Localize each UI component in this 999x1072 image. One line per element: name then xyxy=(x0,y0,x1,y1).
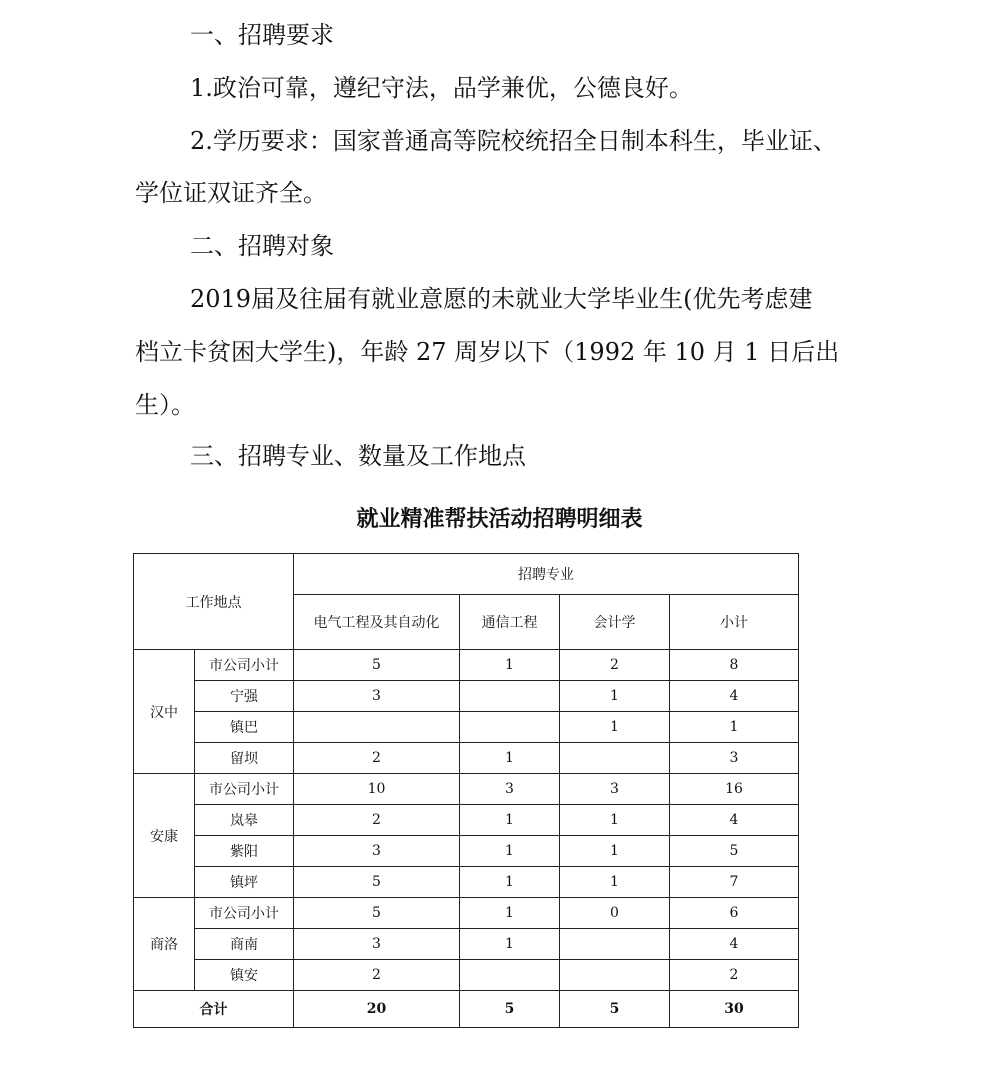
location-name-cell: 留坝 xyxy=(195,743,294,774)
location-name-cell: 市公司小计 xyxy=(195,898,294,929)
value-cell: 3 xyxy=(560,774,670,805)
section-heading-majors: 三、招聘专业、数量及工作地点 xyxy=(190,442,526,470)
location-name-cell: 商南 xyxy=(195,929,294,960)
value-cell: 1 xyxy=(560,681,670,712)
value-cell: 1 xyxy=(560,867,670,898)
table-row xyxy=(134,650,799,681)
table-header-row xyxy=(134,554,799,595)
table-row xyxy=(134,805,799,836)
value-cell: 2 xyxy=(670,960,799,991)
value-cell: 5 xyxy=(294,650,460,681)
requirement-item-2: 2.学历要求：国家普通高等院校统招全日制本科生，毕业证、 xyxy=(190,127,837,155)
value-cell: 1 xyxy=(560,836,670,867)
table-row xyxy=(134,867,799,898)
value-cell: 3 xyxy=(460,774,560,805)
value-cell: 1 xyxy=(670,712,799,743)
value-cell xyxy=(560,743,670,774)
location-name-cell: 宁强 xyxy=(195,681,294,712)
value-cell xyxy=(560,960,670,991)
header-major: 招聘专业 xyxy=(294,554,799,595)
table-row xyxy=(134,712,799,743)
value-cell xyxy=(460,681,560,712)
location-name-cell: 紫阳 xyxy=(195,836,294,867)
value-cell: 7 xyxy=(670,867,799,898)
value-cell: 8 xyxy=(670,650,799,681)
location-name-cell: 市公司小计 xyxy=(195,650,294,681)
value-cell xyxy=(560,929,670,960)
total-value-cell: 20 xyxy=(294,991,460,1028)
table-row xyxy=(134,929,799,960)
value-cell: 1 xyxy=(460,929,560,960)
value-cell: 0 xyxy=(560,898,670,929)
value-cell xyxy=(460,712,560,743)
recruitment-table xyxy=(133,553,799,1028)
value-cell: 1 xyxy=(460,805,560,836)
value-cell: 1 xyxy=(460,898,560,929)
value-cell: 4 xyxy=(670,929,799,960)
value-cell: 1 xyxy=(560,805,670,836)
section-heading-target: 二、招聘对象 xyxy=(190,232,334,260)
value-cell: 1 xyxy=(460,836,560,867)
value-cell: 2 xyxy=(294,960,460,991)
total-value-cell: 5 xyxy=(460,991,560,1028)
value-cell: 3 xyxy=(294,929,460,960)
value-cell: 5 xyxy=(294,867,460,898)
total-label: 合计 xyxy=(134,991,294,1028)
value-cell: 1 xyxy=(460,867,560,898)
section-heading-requirements: 一、招聘要求 xyxy=(190,21,334,49)
value-cell: 3 xyxy=(670,743,799,774)
column-header: 小计 xyxy=(670,595,799,650)
value-cell: 3 xyxy=(294,681,460,712)
value-cell: 5 xyxy=(670,836,799,867)
value-cell: 3 xyxy=(294,836,460,867)
value-cell: 4 xyxy=(670,805,799,836)
value-cell: 1 xyxy=(460,743,560,774)
table-title: 就业精准帮扶活动招聘明细表 xyxy=(356,507,643,532)
column-header: 会计学 xyxy=(560,595,670,650)
value-cell: 2 xyxy=(560,650,670,681)
value-cell: 6 xyxy=(670,898,799,929)
location-name-cell: 镇巴 xyxy=(195,712,294,743)
value-cell xyxy=(294,712,460,743)
region-cell: 安康 xyxy=(134,774,195,898)
value-cell: 1 xyxy=(460,650,560,681)
location-name-cell: 市公司小计 xyxy=(195,774,294,805)
value-cell: 16 xyxy=(670,774,799,805)
value-cell: 10 xyxy=(294,774,460,805)
total-row xyxy=(134,991,799,1028)
value-cell: 2 xyxy=(294,805,460,836)
target-paragraph-line-1: 2019届及往届有就业意愿的未就业大学毕业生(优先考虑建 xyxy=(190,285,813,313)
region-cell: 商洛 xyxy=(134,898,195,991)
location-name-cell: 镇安 xyxy=(195,960,294,991)
total-value-cell: 5 xyxy=(560,991,670,1028)
location-name-cell: 岚皋 xyxy=(195,805,294,836)
table-row xyxy=(134,836,799,867)
target-paragraph-line-2: 档立卡贫困大学生)，年龄 27 周岁以下（1992 年 10 月 1 日后出 xyxy=(135,338,840,366)
requirement-item-2-cont: 学位证双证齐全。 xyxy=(135,179,327,207)
value-cell xyxy=(460,960,560,991)
table-row xyxy=(134,681,799,712)
region-cell: 汉中 xyxy=(134,650,195,774)
value-cell: 2 xyxy=(294,743,460,774)
table-row xyxy=(134,774,799,805)
value-cell: 4 xyxy=(670,681,799,712)
target-paragraph-line-3: 生）。 xyxy=(135,391,195,419)
location-name-cell: 镇坪 xyxy=(195,867,294,898)
value-cell: 1 xyxy=(560,712,670,743)
header-location: 工作地点 xyxy=(134,554,294,650)
value-cell: 5 xyxy=(294,898,460,929)
table-row xyxy=(134,960,799,991)
total-value-cell: 30 xyxy=(670,991,799,1028)
table-row xyxy=(134,743,799,774)
column-header: 通信工程 xyxy=(460,595,560,650)
requirement-item-1: 1.政治可靠，遵纪守法，品学兼优，公德良好。 xyxy=(190,74,693,102)
column-header: 电气工程及其自动化 xyxy=(294,595,460,650)
table-row xyxy=(134,898,799,929)
